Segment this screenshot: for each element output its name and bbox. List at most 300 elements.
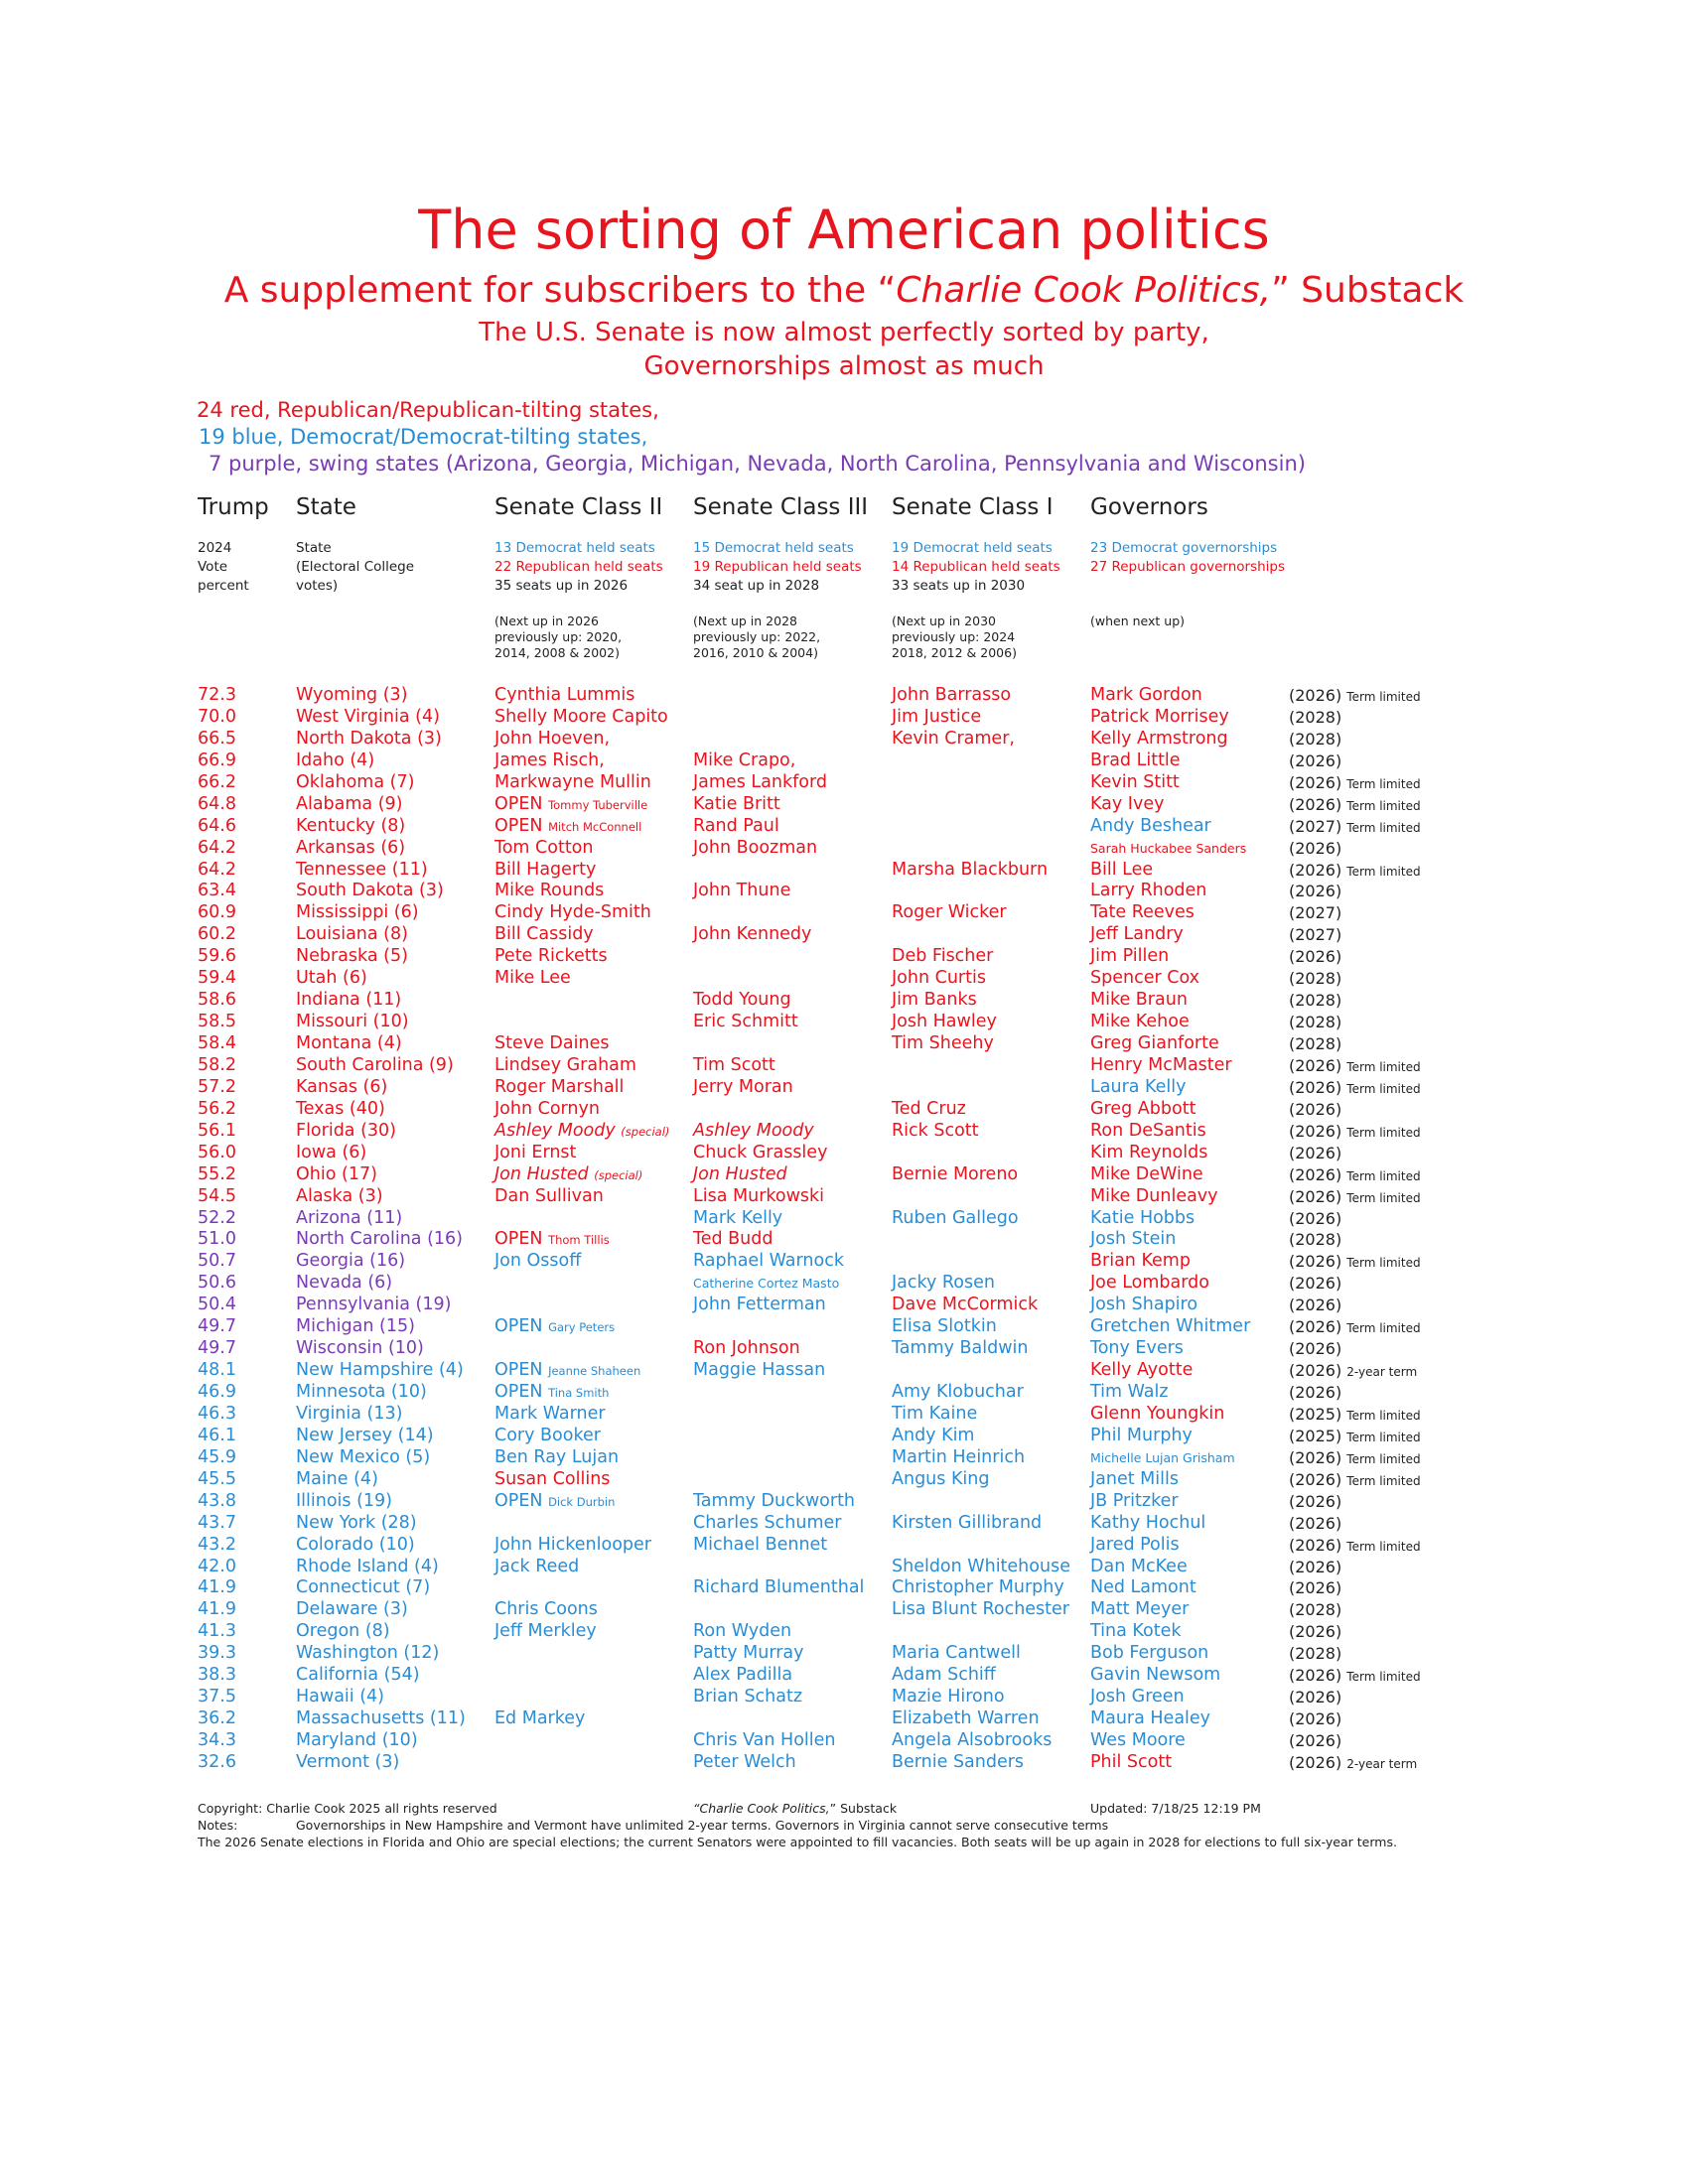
table-row: [0, 1208, 1688, 1230]
senator-class-2: [494, 1164, 642, 1187]
senator-class-3: [693, 1121, 814, 1143]
senator-class-1: [892, 1121, 979, 1143]
senator-class-3-name: Raphael Warnock: [693, 1251, 844, 1272]
senator-class-1: [892, 968, 986, 990]
governor-name: Kim Reynolds: [1090, 1142, 1208, 1162]
table-row: [0, 1469, 1688, 1491]
governor-name: Michelle Lujan Grisham: [1090, 1449, 1235, 1465]
governor-name: Brad Little: [1090, 750, 1181, 770]
tagline-line-2: Governorships almost as much: [643, 351, 1045, 381]
table-row: [0, 1665, 1688, 1687]
governor-next-up: [1289, 816, 1421, 840]
senator-class-1: [892, 1033, 994, 1055]
state-name: Maryland (10): [296, 1730, 418, 1750]
governor-year: (2026): [1289, 1491, 1342, 1511]
senator-class-3: [693, 1186, 824, 1208]
trump-vote-percent: 43.7: [198, 1512, 236, 1533]
state-name: Louisiana (8): [296, 924, 408, 945]
senator-class-1: [892, 1730, 1052, 1752]
s2-up-count: 35 seats up in 2026: [494, 578, 629, 594]
governor: [1090, 1143, 1207, 1164]
governor-next-up: [1289, 1012, 1341, 1033]
state-name: North Carolina (16): [296, 1229, 463, 1250]
senator-class-2: [494, 1557, 579, 1578]
senator-class-2-note: Tina Smith: [548, 1386, 610, 1400]
governor-year: (2026): [1289, 1164, 1342, 1184]
state-name: Virginia (13): [296, 1403, 403, 1424]
senator-class-1: [892, 902, 1007, 924]
governor-next-up: [1289, 685, 1421, 709]
trump-vote-percent: 41.9: [198, 1599, 236, 1620]
governor-year: (2026): [1289, 860, 1342, 880]
governor: [1090, 1033, 1219, 1055]
table-row: [0, 1491, 1688, 1513]
governor-year: (2027): [1289, 903, 1342, 923]
senator-class-3: [693, 1055, 775, 1077]
subtitle-post: ” Substack: [1271, 270, 1465, 311]
legend-blue: 19 blue, Democrat/Democrat-tilting states,: [199, 425, 648, 449]
governor-term-note: Term limited: [1346, 1321, 1421, 1336]
governor-next-up: [1289, 902, 1341, 924]
senator-class-1-name: Marsha Blackburn: [892, 859, 1049, 880]
governor-year: (2026): [1289, 1317, 1342, 1337]
senator-class-1: [892, 1469, 989, 1491]
subheader-state: [296, 539, 414, 596]
table-row: [0, 1687, 1688, 1708]
governor-year: (2026): [1289, 1055, 1342, 1075]
governor-name: Bill Lee: [1090, 859, 1154, 880]
senator-class-3: [693, 1164, 787, 1186]
governor: [1090, 1295, 1197, 1316]
governor-year: (2026): [1289, 1752, 1342, 1772]
governor-term-note: Term limited: [1346, 1473, 1421, 1488]
senator-class-2: [494, 902, 651, 924]
senator-class-2-name: Mark Warner: [494, 1403, 606, 1424]
senator-class-2-name: Joni Ernst: [494, 1142, 577, 1162]
governor: [1090, 707, 1229, 729]
states-table: [0, 685, 1688, 1774]
state-name: Kansas (6): [296, 1076, 388, 1097]
governor-year: (2027): [1289, 816, 1342, 836]
table-row: [0, 1599, 1688, 1621]
governor-name: Josh Green: [1090, 1687, 1185, 1707]
table-row: [0, 685, 1688, 707]
trump-vote-percent: 58.5: [198, 1012, 236, 1032]
governor: [1090, 1577, 1196, 1599]
senator-class-3: [693, 772, 827, 794]
state-name: Montana (4): [296, 1033, 402, 1053]
senator-class-2-note: Tommy Tuberville: [548, 797, 648, 812]
governor-year: (2026): [1289, 794, 1342, 814]
senator-class-1-name: Tammy Baldwin: [892, 1338, 1029, 1359]
senator-class-2-name: OPEN: [494, 1382, 543, 1402]
s3-next-line: 2016, 2010 & 2004): [693, 645, 818, 660]
senator-class-2-name: Mike Lee: [494, 968, 571, 989]
senator-class-2: [494, 1055, 636, 1077]
governor-name: Mike Kehoe: [1090, 1012, 1190, 1032]
trump-vote-percent: 70.0: [198, 706, 236, 727]
senator-class-1: [892, 1164, 1018, 1186]
senator-class-2: [494, 1708, 585, 1730]
governor-next-up: [1289, 946, 1341, 968]
state-name: South Carolina (9): [296, 1054, 454, 1075]
senator-class-2-name: Bill Cassidy: [494, 924, 594, 945]
table-row: [0, 1273, 1688, 1295]
trump-vote-percent: 32.6: [198, 1751, 236, 1772]
governor-term-note: 2-year term: [1346, 1365, 1418, 1380]
trump-vote-percent: 63.4: [198, 881, 236, 901]
state-name: Oklahoma (7): [296, 771, 415, 792]
governor-name: Greg Gianforte: [1090, 1033, 1219, 1053]
senator-class-3-name: John Kennedy: [693, 924, 812, 945]
governor-year: (2026): [1289, 1557, 1342, 1576]
governor-year: (2026): [1289, 882, 1342, 901]
senator-class-2: [494, 707, 668, 729]
governor-name: Josh Stein: [1090, 1229, 1177, 1250]
s3-dem-count: 15 Democrat held seats: [693, 540, 854, 556]
senator-class-3-name: Eric Schmitt: [693, 1012, 798, 1032]
governor: [1090, 1338, 1184, 1360]
senator-class-1: [892, 1404, 977, 1426]
senator-class-3-name: Catherine Cortez Masto: [693, 1276, 840, 1292]
senator-class-1-name: Rick Scott: [892, 1120, 979, 1141]
governor-year: (2026): [1289, 1143, 1342, 1162]
senator-class-2-note: (special): [621, 1124, 670, 1139]
header-trump: Trump: [198, 494, 269, 520]
governor-next-up: [1289, 1621, 1341, 1643]
table-row: [0, 1143, 1688, 1164]
governor-name: Josh Shapiro: [1090, 1295, 1198, 1315]
senator-class-2: [494, 881, 604, 902]
senator-class-1-name: Josh Hawley: [892, 1012, 997, 1032]
table-row: [0, 1513, 1688, 1535]
trump-vote-percent: 48.1: [198, 1360, 236, 1381]
state-name: Wyoming (3): [296, 685, 408, 705]
governor-year: (2026): [1289, 1731, 1342, 1750]
senator-class-1: [892, 1295, 1038, 1316]
trump-vote-percent: 58.6: [198, 990, 236, 1011]
senator-class-2: [494, 772, 651, 794]
table-row: [0, 1164, 1688, 1186]
senator-class-3: [693, 1665, 792, 1687]
senator-class-2-name: John Hoeven,: [494, 728, 611, 749]
senator-class-3-name: John Fetterman: [693, 1295, 826, 1315]
senator-class-1-name: John Barrasso: [892, 685, 1012, 705]
senator-class-3: [693, 1251, 844, 1273]
senator-class-1: [892, 1752, 1024, 1774]
senator-class-3-name: Patty Murray: [693, 1643, 804, 1664]
governor-next-up: [1289, 1426, 1421, 1449]
trump-vote-percent: 43.2: [198, 1534, 236, 1555]
governor-term-note: Term limited: [1346, 1190, 1421, 1205]
governor-name: Ned Lamont: [1090, 1577, 1196, 1598]
senator-class-1: [892, 1099, 966, 1121]
subheader-governors: [1090, 539, 1285, 577]
senator-class-2-name: Jon Ossoff: [494, 1251, 582, 1272]
senator-class-3: [693, 816, 779, 838]
governor-term-note: Term limited: [1346, 798, 1421, 813]
senator-class-3: [693, 1077, 793, 1099]
governor-year: (2028): [1289, 1644, 1342, 1664]
governor: [1090, 946, 1169, 968]
senator-class-2-name: Roger Marshall: [494, 1076, 625, 1097]
senator-class-1-name: Maria Cantwell: [892, 1643, 1021, 1664]
header-senate-class-3: Senate Class III: [693, 494, 869, 520]
senator-class-1-name: Jim Banks: [892, 990, 977, 1011]
governor-name: Wes Moore: [1090, 1730, 1186, 1750]
senator-class-2-name: Tom Cotton: [494, 837, 594, 858]
state-name: Mississippi (6): [296, 902, 419, 923]
governor: [1090, 772, 1180, 794]
senator-class-3-name: Maggie Hassan: [693, 1360, 826, 1381]
senator-class-3-name: John Thune: [693, 881, 791, 901]
governor: [1090, 1491, 1179, 1513]
table-row: [0, 1316, 1688, 1338]
senator-class-1-name: Angela Alsobrooks: [892, 1730, 1053, 1750]
table-row: [0, 1077, 1688, 1099]
senator-class-2-name: OPEN: [494, 1490, 543, 1511]
subheader-trump-line: 2024: [198, 540, 232, 556]
governor-year: (2026): [1289, 751, 1342, 770]
senator-class-2-name: Ed Markey: [494, 1708, 586, 1729]
senator-class-1: [892, 1012, 997, 1033]
s3-rep-count: 19 Republican held seats: [693, 559, 862, 575]
governor-name: Bob Ferguson: [1090, 1643, 1209, 1664]
senator-class-1: [892, 1687, 1005, 1708]
governor-next-up: [1289, 1535, 1421, 1559]
senator-class-2: [494, 729, 610, 751]
state-name: Idaho (4): [296, 750, 375, 770]
senator-class-2: [494, 838, 593, 860]
table-row: [0, 860, 1688, 882]
governor-year: (2028): [1289, 969, 1342, 989]
table-row: [0, 816, 1688, 838]
table-row: [0, 902, 1688, 924]
governor: [1090, 1012, 1190, 1033]
senator-class-3-name: Mike Crapo,: [693, 750, 796, 770]
senator-class-2: [494, 1121, 669, 1144]
s1-up-count: 33 seats up in 2030: [892, 578, 1026, 594]
governor-name: Brian Kemp: [1090, 1251, 1191, 1272]
governor-term-note: Term limited: [1346, 1430, 1421, 1444]
senator-class-3-name: John Boozman: [693, 837, 818, 858]
senator-class-1-name: Bernie Moreno: [892, 1163, 1019, 1184]
governor: [1090, 860, 1153, 882]
state-name: Vermont (3): [296, 1751, 400, 1772]
table-row: [0, 1557, 1688, 1578]
senator-class-3: [693, 1687, 802, 1708]
governor: [1090, 1730, 1186, 1752]
governor-year: (2028): [1289, 991, 1342, 1011]
senator-class-1-name: Ted Cruz: [892, 1098, 966, 1119]
governor-term-note: Term limited: [1346, 1539, 1421, 1554]
senator-class-1-name: Ruben Gallego: [892, 1207, 1019, 1228]
senator-class-2-name: Dan Sullivan: [494, 1185, 604, 1206]
senator-class-2: [494, 1316, 615, 1339]
governor-next-up: [1289, 1121, 1421, 1145]
governor: [1090, 1557, 1188, 1578]
s3-next-up: [693, 614, 820, 661]
senator-class-2: [494, 924, 594, 946]
senator-class-3: [693, 1338, 800, 1360]
trump-vote-percent: 50.6: [198, 1273, 236, 1294]
governor-name: Tony Evers: [1090, 1338, 1184, 1359]
governor-next-up: [1289, 1164, 1421, 1188]
governor-term-note: Term limited: [1346, 1168, 1421, 1183]
senator-class-2: [494, 685, 634, 707]
senator-class-3-name: Katie Britt: [693, 793, 780, 814]
governor-year: (2026): [1289, 838, 1342, 858]
trump-vote-percent: 42.0: [198, 1556, 236, 1576]
senator-class-3: [693, 1513, 841, 1535]
governor-year: (2028): [1289, 1034, 1342, 1053]
senator-class-3: [693, 1730, 836, 1752]
senator-class-3: [693, 794, 780, 816]
footer-notes-2: The 2026 Senate elections in Florida and Ohio are special elections; the current Senators were appointed to fill vacancies. Both seats will be up again in 2028 for elections to full six-year terms.: [198, 1835, 1397, 1849]
governor: [1090, 968, 1199, 990]
senator-class-2: [494, 1251, 581, 1273]
subheader-trump-line: percent: [198, 578, 249, 594]
governor-year: (2028): [1289, 1230, 1342, 1250]
senator-class-1-name: Amy Klobuchar: [892, 1382, 1024, 1402]
state-name: West Virginia (4): [296, 706, 440, 727]
governor-term-note: 2-year term: [1346, 1756, 1418, 1771]
senator-class-2-note: (special): [594, 1167, 643, 1182]
governor-year: (2026): [1289, 1469, 1342, 1489]
senator-class-1: [892, 860, 1048, 882]
senator-class-2-name: Cynthia Lummis: [494, 685, 635, 705]
senator-class-2-name: Pete Ricketts: [494, 946, 608, 967]
governor-name: Tate Reeves: [1090, 902, 1195, 923]
senator-class-1-name: Roger Wicker: [892, 902, 1007, 923]
senator-class-2: [494, 1099, 600, 1121]
governor-next-up: [1289, 860, 1421, 884]
senator-class-2-name: Ben Ray Lujan: [494, 1446, 620, 1467]
header-governors: Governors: [1090, 494, 1208, 520]
table-row: [0, 1535, 1688, 1557]
table-row: [0, 1121, 1688, 1143]
governor-name: Greg Abbott: [1090, 1098, 1196, 1119]
page-title: The sorting of American politics: [418, 199, 1270, 261]
state-name: Washington (12): [296, 1643, 440, 1664]
trump-vote-percent: 43.8: [198, 1490, 236, 1511]
senator-class-1-name: Kevin Cramer,: [892, 728, 1015, 749]
senator-class-2: [494, 1491, 615, 1514]
senator-class-2: [494, 1469, 610, 1491]
table-row: [0, 1708, 1688, 1730]
trump-vote-percent: 34.3: [198, 1730, 236, 1750]
governor-next-up: [1289, 1404, 1421, 1428]
governor-year: (2025): [1289, 1404, 1342, 1424]
s2-next-line: 2014, 2008 & 2002): [494, 645, 620, 660]
governor-year: (2028): [1289, 707, 1342, 727]
senator-class-3-name: Richard Blumenthal: [693, 1577, 865, 1598]
tagline-line-1: The U.S. Senate is now almost perfectly sorted by party,: [479, 318, 1209, 347]
state-name: New Jersey (14): [296, 1425, 434, 1445]
governor-name: Kevin Stitt: [1090, 771, 1180, 792]
senator-class-3-name: Ted Budd: [693, 1229, 774, 1250]
state-name: South Dakota (3): [296, 881, 444, 901]
tagline: [0, 316, 1688, 383]
trump-vote-percent: 56.0: [198, 1142, 236, 1162]
senator-class-3-name: Jon Husted: [693, 1163, 787, 1184]
table-row: [0, 1033, 1688, 1055]
governor-year: (2026): [1289, 1077, 1342, 1097]
subheader-senate-class-3: [693, 539, 862, 596]
senator-class-2: [494, 1077, 624, 1099]
senator-class-3-name: Todd Young: [693, 990, 791, 1011]
governor: [1090, 729, 1228, 751]
governor: [1090, 1360, 1193, 1382]
trump-vote-percent: 56.1: [198, 1120, 236, 1141]
senator-class-2: [494, 1426, 601, 1447]
senator-class-2: [494, 1621, 597, 1643]
state-name: Maine (4): [296, 1468, 378, 1489]
governor: [1090, 881, 1206, 902]
senator-class-2-name: Jeff Merkley: [494, 1621, 597, 1642]
senator-class-1-name: Christopher Murphy: [892, 1577, 1064, 1598]
governor: [1090, 751, 1181, 772]
trump-vote-percent: 52.2: [198, 1207, 236, 1228]
trump-vote-percent: 50.7: [198, 1251, 236, 1272]
senator-class-3: [693, 1229, 773, 1251]
footer-substack-rest: ” Substack: [829, 1801, 898, 1816]
table-row: [0, 968, 1688, 990]
senator-class-1: [892, 1338, 1029, 1360]
governor-next-up: [1289, 1055, 1421, 1079]
senator-class-1: [892, 1577, 1064, 1599]
state-name: Oregon (8): [296, 1621, 390, 1642]
s1-next-line: (Next up in 2030: [892, 614, 996, 628]
state-name: Rhode Island (4): [296, 1556, 439, 1576]
state-name: Utah (6): [296, 968, 367, 989]
subheader-senate-class-2: [494, 539, 663, 596]
governor-name: Mark Gordon: [1090, 685, 1202, 705]
table-row: [0, 1055, 1688, 1077]
governor-name: Ron DeSantis: [1090, 1120, 1206, 1141]
senator-class-2-name: Markwayne Mullin: [494, 771, 651, 792]
table-row: [0, 1229, 1688, 1251]
s3-next-line: previously up: 2022,: [693, 629, 821, 644]
governor: [1090, 1077, 1187, 1099]
senator-class-3-name: Michael Bennet: [693, 1534, 828, 1555]
senator-class-1-name: Adam Schiff: [892, 1665, 996, 1686]
governor-year: (2026): [1289, 1339, 1342, 1359]
s3-up-count: 34 seat up in 2028: [693, 578, 820, 594]
governor-name: Katie Hobbs: [1090, 1207, 1196, 1228]
governor-name: Jared Polis: [1090, 1534, 1180, 1555]
governor-next-up: [1289, 1033, 1341, 1055]
s1-dem-count: 19 Democrat held seats: [892, 540, 1053, 556]
trump-vote-percent: 66.2: [198, 771, 236, 792]
governor: [1090, 990, 1188, 1012]
header-senate-class-2: Senate Class II: [494, 494, 663, 520]
governor-year: (2026): [1289, 1688, 1342, 1707]
governor: [1090, 1469, 1179, 1491]
governor-name: Kelly Armstrong: [1090, 728, 1228, 749]
state-name: Texas (40): [296, 1098, 385, 1119]
governor-term-note: Term limited: [1346, 1256, 1421, 1271]
trump-vote-percent: 39.3: [198, 1643, 236, 1664]
subheader-senate-class-1: [892, 539, 1060, 596]
senator-class-3-name: Tammy Duckworth: [693, 1490, 856, 1511]
senator-class-3: [693, 1360, 825, 1382]
senator-class-2-note: Jeanne Shaheen: [548, 1364, 641, 1379]
trump-vote-percent: 36.2: [198, 1708, 236, 1729]
table-row: [0, 1360, 1688, 1382]
governor: [1090, 1687, 1185, 1708]
governor-name: Sarah Huckabee Sanders: [1090, 840, 1247, 856]
